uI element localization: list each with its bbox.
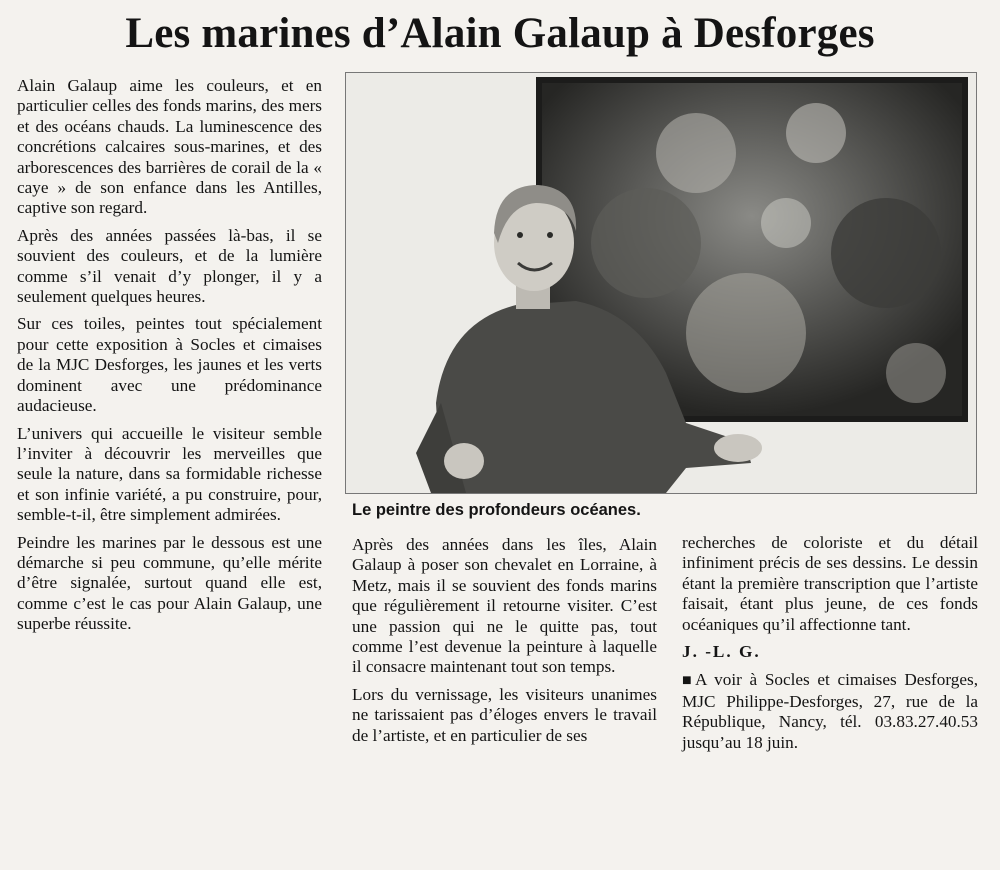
article-paragraph: recherches de coloriste et du détail infiniment précis de ses dessins. Le dessin étant la première transcription que l’artiste faisait, étant plus jeune, de ces fonds océaniques qu’il affectionne tant. bbox=[682, 533, 978, 634]
info-square-icon: ■ bbox=[682, 672, 696, 690]
article-paragraph: Après des années passées là-bas, il se souvient des couleurs, et de la lumière comme s’il venait d’y plonger, il y a seulement quelques heures. bbox=[17, 225, 322, 307]
exhibition-info-text: A voir à Socles et cimaises Desforges, MJC Philippe-Desforges, 27, rue de la République, Nancy, tél. 03.83.27.40.53 jusqu’au 18 juin. bbox=[682, 670, 978, 752]
article-column-right bbox=[682, 533, 978, 753]
photo-caption: Le peintre des profondeurs océanes. bbox=[352, 501, 641, 519]
article-paragraph: Alain Galaup aime les couleurs, et en particulier celles des fonds marins, des mers et des océans chauds. La luminescence des concrétions calcaires sous-marines, et des arborescences des barrières de corail de la « caye » de son enfance dans les Antilles, captive son regard. bbox=[17, 76, 322, 218]
article-headline: Les marines d’Alain Galaup à Desforges bbox=[125, 10, 875, 57]
exhibition-info bbox=[682, 670, 978, 753]
article-paragraph: Peindre les marines par le dessous est une démarche si peu commune, qu’elle mérite d’être signalée, surtout quand elle est, comme c’est le cas pour Alain Galaup, une superbe réussite. bbox=[17, 532, 322, 634]
article-column-middle bbox=[352, 535, 657, 746]
painter-with-painting-image bbox=[346, 73, 976, 493]
article-paragraph: Lors du vernissage, les visiteurs unanimes ne tarissaient pas d’éloges envers le travail de l’artiste, et en particulier de ses bbox=[352, 684, 657, 745]
article-paragraph: Sur ces toiles, peintes tout spécialement pour cette exposition à Socles et cimaises de la MJC Desforges, les jaunes et les verts dominent avec une prédominance audacieuse. bbox=[17, 314, 322, 416]
article-paragraph: L’univers qui accueille le visiteur semble l’inviter à découvrir les merveilles que seule la nature, dans sa formidable richesse et son infinie variété, a pu construire, pour, semble-t-il, être simplement admirées. bbox=[17, 423, 322, 525]
article-column-left bbox=[17, 76, 322, 635]
author-signature: J. -L. G. bbox=[682, 642, 761, 662]
article-photo bbox=[345, 72, 977, 494]
article-paragraph: Après des années dans les îles, Alain Galaup à poser son chevalet en Lorraine, à Metz, mais il se souvient des fonds marins que régulièrement il retourne visiter. C’est une passion qui ne le quitte pas, tout comme l’est devenue la peinture à laquelle il consacre maintenant tout son temps. bbox=[352, 535, 657, 677]
